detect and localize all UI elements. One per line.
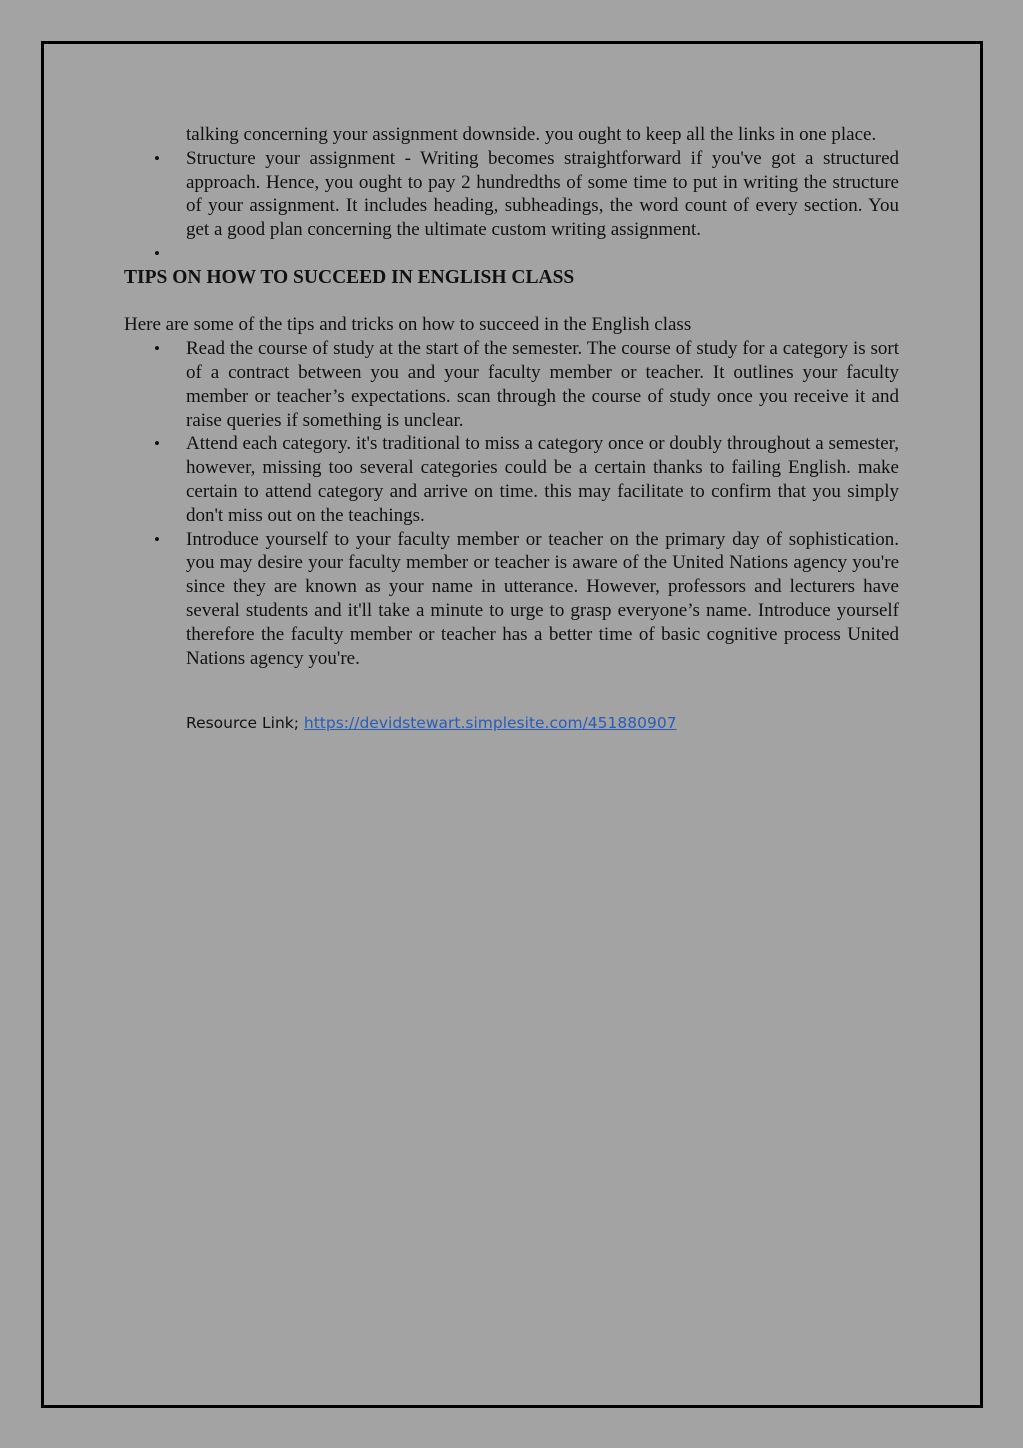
resource-label: Resource Link; [186, 714, 304, 733]
list-item-text: Structure your assignment - Writing becomes straightforward if you've got a structured approach. Hence, you ought to pay 2 hundredths of some time to put in writing the structure of your assignment. It includes heading, subheadings, the word count of every section. You get a good plan concerning the ultimate custom writing assignment. [186, 147, 899, 241]
list-item-text: Attend each category. it's traditional to miss a category once or doubly throughout a semester, however, missing too several categories could be a certain thanks to failing English. make certain to attend category and arrive on time. this may facilitate to confirm that you simply don't miss out on the teachings. [186, 433, 899, 526]
list-item [124, 242, 899, 266]
bullet-icon: • [154, 243, 160, 263]
section-heading: TIPS ON HOW TO SUCCEED IN ENGLISH CLASS [124, 266, 575, 288]
resource-line [186, 712, 899, 734]
list-item [124, 147, 899, 242]
document-body [124, 123, 899, 734]
list-item [124, 337, 899, 432]
resource-link[interactable]: https://devidstewart.simplesite.com/451880907 [303, 714, 677, 733]
list-item-text: Introduce yourself to your faculty member or teacher on the primary day of sophistication. you may desire your faculty member or teacher is aware of the United Nations agency you're since they are known as your name in utterance. However, professors and lecturers have several students and it'll take a minute to urge to grasp everyone’s name. Introduce yourself therefore the faculty member or teacher has a better time of basic cognitive process United Nations agency you're. [186, 528, 899, 669]
bullet-list-tips [124, 337, 899, 670]
continuation-paragraph: talking concerning your assignment downside. you ought to keep all the links in one place. [186, 124, 877, 145]
bullet-icon: • [154, 148, 160, 168]
bullet-icon: • [154, 434, 160, 454]
bullet-list-top [124, 147, 899, 266]
list-item [124, 528, 899, 671]
list-item-text: Read the course of study at the start of the semester. The course of study for a category is sort of a contract between you and your faculty member or teacher. It outlines your faculty member or teacher’s expectations. scan through the course of study once you receive it and raise queries if something is unclear. [186, 338, 899, 431]
bullet-icon: • [154, 529, 160, 549]
list-item [124, 432, 899, 527]
section-intro: Here are some of the tips and tricks on how to succeed in the English class [124, 314, 692, 336]
bullet-icon: • [154, 339, 160, 359]
spacer [124, 290, 899, 314]
